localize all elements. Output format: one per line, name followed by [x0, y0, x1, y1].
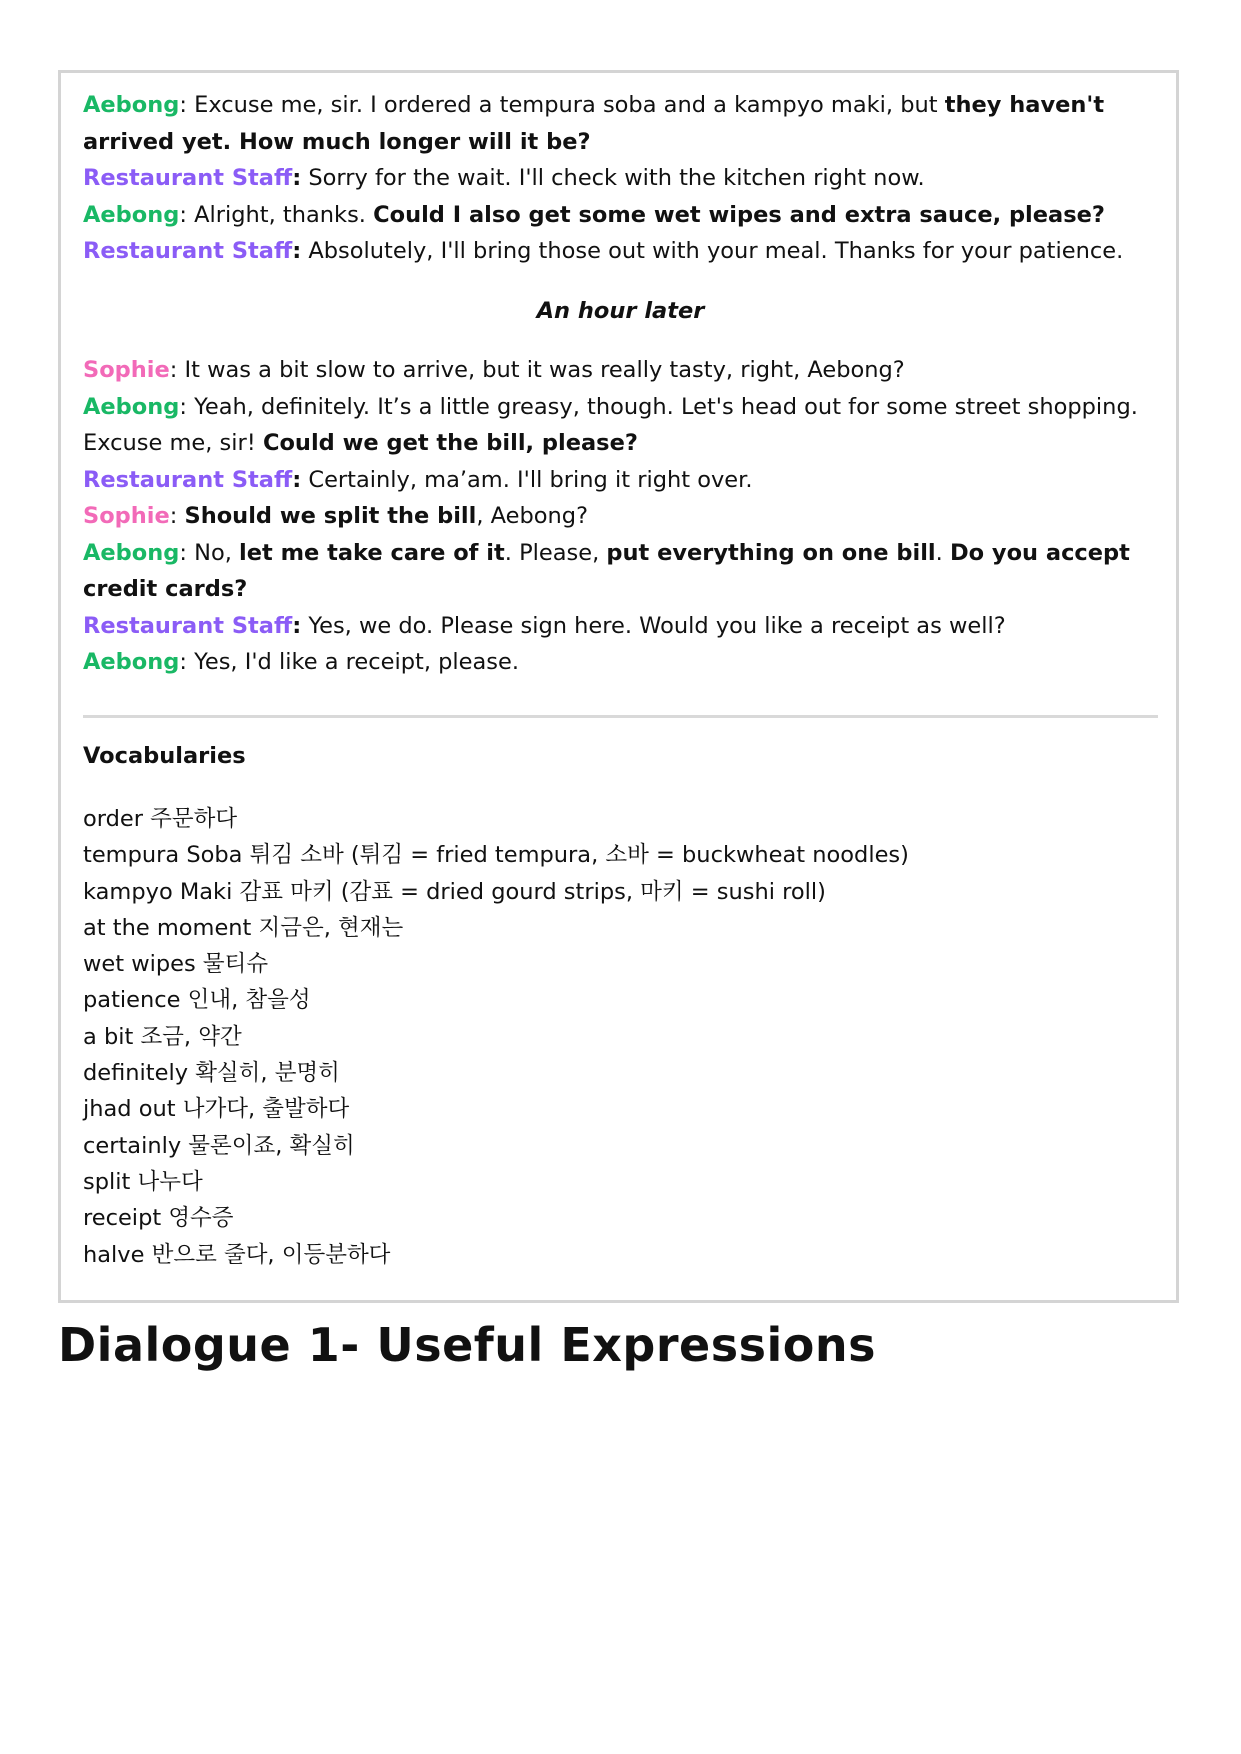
vocabulary-item: at the moment 지금은, 현재는	[83, 914, 404, 941]
dialogue-line	[83, 197, 1158, 234]
scene-label: An hour later	[536, 297, 705, 324]
speaker-name: Aebong	[83, 649, 180, 675]
vocabulary-item: kampyo Maki 감표 마키 (감표 = dried gourd strips, 마키 = sushi roll)	[83, 878, 826, 905]
section-heading: Dialogue 1- Useful Expressions	[58, 1318, 877, 1372]
dialogue-text: :	[169, 503, 185, 529]
dialogue-line	[83, 87, 1158, 160]
vocabulary-item: wet wipes 물티슈	[83, 951, 269, 978]
key-expression: :	[292, 165, 302, 191]
speaker-name: Aebong	[83, 92, 180, 118]
speaker-name: Aebong	[83, 393, 180, 420]
dialogue-lines-before	[83, 87, 1158, 270]
key-expression: Could we get the bill, please?	[262, 430, 638, 456]
key-expression: :	[292, 466, 302, 493]
vocabulary-item: a bit 조금, 약간	[83, 1023, 242, 1050]
section-divider	[83, 715, 1158, 718]
dialogue-text: .	[935, 539, 950, 566]
dialogue-line	[83, 498, 1158, 535]
dialogue-text: Yes, we do. Please sign here. Would you like a receipt as well?	[301, 612, 1006, 639]
dialogue-text: Absolutely, I'll bring those out with your meal. Thanks for your patience.	[301, 238, 1124, 264]
key-expression: Do you accept credit cards?	[83, 539, 1130, 602]
vocabulary-title: Vocabularies	[83, 743, 246, 769]
vocabulary-list	[83, 801, 909, 1273]
speaker-name: Restaurant Staff	[83, 466, 293, 493]
speaker-name: Sophie	[83, 503, 170, 529]
vocabulary-item: tempura Soba 튀김 소바 (튀김 = fried tempura, 소바 = buckwheat noodles)	[83, 842, 909, 869]
key-expression: let me take care of it	[239, 539, 505, 566]
dialogue-box	[58, 70, 1179, 1303]
dialogue-line	[83, 389, 1158, 462]
dialogue-line	[83, 462, 1158, 499]
dialogue-text: . Please,	[504, 539, 607, 566]
speaker-name: Restaurant Staff	[83, 165, 293, 191]
key-expression: :	[292, 238, 302, 264]
speaker-name: Restaurant Staff	[83, 238, 293, 264]
dialogue-lines-after	[83, 352, 1158, 681]
speaker-name: Aebong	[83, 201, 180, 228]
speaker-name: Sophie	[83, 357, 170, 383]
vocabulary-item: certainly 물론이죠, 확실히	[83, 1132, 355, 1159]
dialogue-line	[83, 535, 1158, 608]
dialogue-text: : Alright, thanks.	[179, 201, 374, 228]
dialogue-text: Sorry for the wait. I'll check with the kitchen right now.	[301, 165, 925, 191]
key-expression: put everything on one bill	[606, 539, 936, 566]
key-expression: Could I also get some wet wipes and extra sauce, please?	[373, 201, 1105, 228]
vocabulary-item: receipt 영수증	[83, 1205, 234, 1232]
vocabulary-item: patience 인내, 참을성	[83, 987, 311, 1014]
vocabulary-item: order 주문하다	[83, 806, 238, 832]
dialogue-text: : No,	[179, 539, 240, 566]
vocabulary-item: definitely 확실히, 분명히	[83, 1060, 340, 1087]
key-expression: :	[292, 612, 302, 639]
speaker-name: Aebong	[83, 539, 180, 566]
key-expression: Should we split the bill	[184, 503, 477, 529]
dialogue-line	[83, 352, 1158, 389]
dialogue-text: : It was a bit slow to arrive, but it was really tasty, right, Aebong?	[169, 357, 905, 383]
vocabulary-item: split 나누다	[83, 1168, 203, 1195]
dialogue-text: Certainly, ma’am. I'll bring it right over.	[301, 466, 753, 493]
speaker-name: Restaurant Staff	[83, 612, 293, 639]
dialogue-line	[83, 644, 1158, 681]
dialogue-line	[83, 233, 1158, 270]
dialogue-text: : Yeah, definitely. It’s a little greasy, though. Let's head out for some street shopping. Excuse me, sir!	[83, 393, 1138, 456]
dialogue-text: , Aebong?	[476, 503, 589, 529]
dialogue-text: : Excuse me, sir. I ordered a tempura soba and a kampyo maki, but	[179, 92, 945, 118]
key-expression: they haven't arrived yet. How much longer will it be?	[83, 92, 1105, 155]
dialogue-line	[83, 160, 1158, 197]
dialogue-text: : Yes, I'd like a receipt, please.	[179, 649, 520, 675]
dialogue-transcript	[83, 87, 1158, 681]
vocabulary-item: halve 반으로 줄다, 이등분하다	[83, 1241, 391, 1268]
dialogue-line	[83, 608, 1158, 645]
vocabulary-item: jhad out 나가다, 출발하다	[83, 1096, 350, 1123]
